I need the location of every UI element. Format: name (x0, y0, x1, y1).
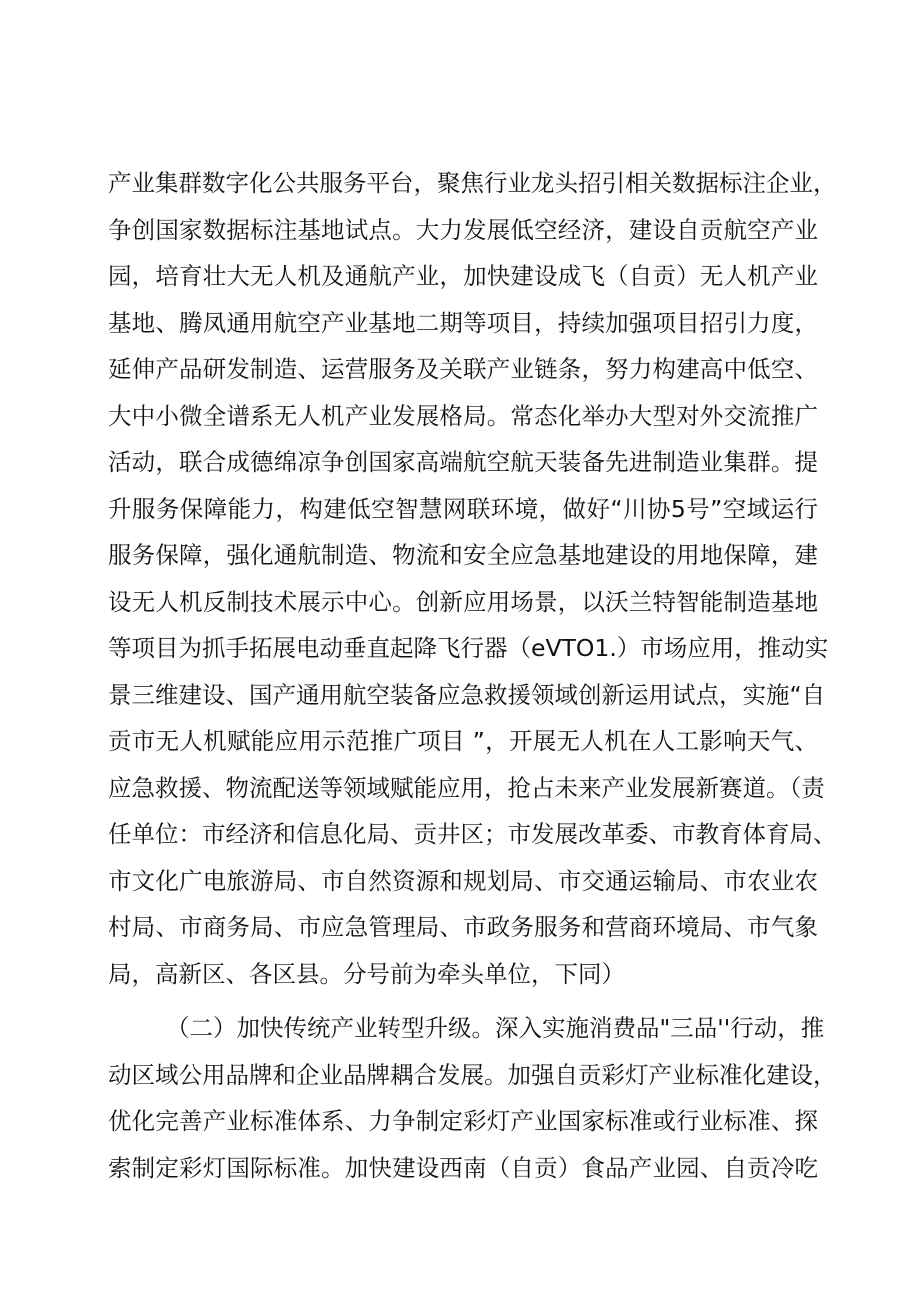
text-line: 基地、腾凤通用航空产业基地二期等项目，持续加强项目招引力度， (108, 308, 818, 337)
text-line: 升服务保障能力，构建低空智慧网联环境，做好“川协5号”空域运行 (108, 494, 818, 523)
text-line: 活动，联合成德绵凉争创国家高端航空航天装备先进制造业集群。提 (108, 448, 818, 476)
paragraph-spacing (108, 997, 818, 1005)
text-line: 争创国家数据标注基地试点。大力发展低空经济，建设自贡航空产业 (108, 215, 818, 244)
text-line: 大中小微全谱系无人机产业发展格局。常态化举办大型对外交流推广 (108, 401, 818, 430)
text-line: 优化完善产业标准体系、力争制定彩灯产业国家标准或行业标准、探 (108, 1107, 818, 1135)
paragraph-industry-development (108, 160, 837, 997)
text-line: （二）加快传统产业转型升级。深入实施消费品"三品''行动，推 (166, 1014, 825, 1042)
text-line: 延伸产品研发制造、运营服务及关联产业链条，努力构建高中低空、 (108, 355, 818, 383)
text-line: 产业集群数字化公共服务平台，聚焦行业龙头招引相关数据标注企业， (108, 169, 837, 197)
text-line: 设无人机反制技术展示中心。创新应用场景，以沃兰特智能制造基地 (108, 587, 818, 616)
text-line: 等项目为抓手拓展电动垂直起降飞行器（eVTO1.）市场应用，推动实 (108, 634, 829, 662)
text-line: 动区域公用品牌和企业品牌耦合发展。加强自贡彩灯产业标准化建设， (108, 1060, 837, 1089)
text-line: 索制定彩灯国际标准。加快建设西南（自贡）食品产业园、自贡冷吃 (108, 1153, 818, 1182)
text-line: 景三维建设、国产通用航空装备应急救援领域创新运用试点，实施“自 (108, 680, 826, 709)
paragraph-traditional-industry (108, 1005, 837, 1191)
text-line: 市文化广电旅游局、市自然资源和规划局、市交通运输局、市农业农 (108, 866, 818, 895)
text-line: 贡市无人机赋能应用示范推广项目 ”，开展无人机在人工影响天气、 (108, 727, 818, 755)
document-body (108, 160, 837, 1191)
text-line: 任单位：市经济和信息化局、贡井区；市发展改革委、市教育体育局、 (108, 820, 837, 848)
text-line: 园，培育壮大无人机及通航产业，加快建设成飞（自贡）无人机产业 (108, 262, 818, 290)
text-line: 村局、市商务局、市应急管理局、市政务服务和营商环境局、市气象 (108, 913, 818, 941)
text-line: 局，高新区、各区县。分号前为牵头单位，下同） (108, 959, 625, 988)
text-line: 服务保障，强化通航制造、物流和安全应急基地建设的用地保障，建 (108, 541, 818, 569)
text-line: 应急救援、物流配送等领域赋能应用，抢占未来产业发展新赛道。（责 (108, 773, 825, 802)
